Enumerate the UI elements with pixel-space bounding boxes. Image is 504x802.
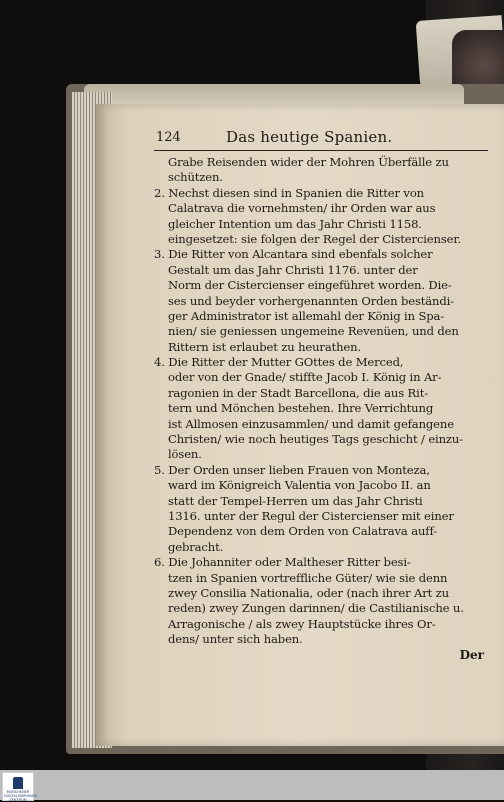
text-line: zwey Consilia Nationalia, oder (nach ihrer Art zu [168, 585, 449, 600]
text-line: tzen in Spanien vortreffliche Güter/ wie sie denn [168, 570, 448, 585]
text-line: ward im Königreich Valentia von Jacobo II. an [168, 478, 431, 493]
text-line: Dependenz von dem Orden von Calatrava auff- [168, 524, 437, 539]
text-line: ses und beyder vorhergenannten Orden beständi- [168, 293, 454, 308]
text-line: Grabe Reisenden wider der Mohren Überfälle zu [168, 155, 449, 169]
text-line: nien/ sie geniessen ungemeine Revenüen, und den [168, 324, 459, 339]
text-line: ragonien in der Stadt Barcellona, die aus Rit- [168, 385, 428, 400]
text-line: Christen/ wie noch heutiges Tags geschicht / einzu- [168, 432, 463, 447]
library-logo-text: MÜNCHENER DIGITALISIERUNGS ZENTRUM [4, 790, 37, 802]
text-line: schützen. [168, 170, 223, 185]
text-line: ist Allmosen einzusammlen/ und damit gefangene [168, 416, 454, 431]
text-line: 6. Die Johanniter oder Maltheser Ritter besi- [154, 555, 411, 570]
viewer-bottom-bar [0, 770, 504, 800]
text-line: reden) zwey Zungen darinnen/ die Castilianische u. [168, 601, 464, 616]
text-line: 1316. unter der Regul der Cistercienser mit einer [168, 508, 454, 523]
text-line: gleicher Intention um das Jahr Christi 1158. [168, 216, 422, 231]
book-page [96, 104, 504, 746]
page-number: 124 [156, 130, 181, 145]
text-line: oder von der Gnade/ stiffte Jacob I. König in Ar- [168, 370, 442, 385]
text-line: dens/ unter sich haben. [168, 632, 303, 647]
text-line: ger Administrator ist allemahl der König in Spa- [168, 308, 445, 323]
book-cover-top-edge [84, 84, 464, 106]
text-line: 3. Die Ritter von Alcantara sind ebenfals solcher [154, 247, 433, 262]
text-line: Arragonische / als zwey Hauptstücke ihres Or- [168, 616, 436, 631]
page-content [154, 128, 488, 728]
catchword: Der [459, 647, 484, 662]
text-line: Rittern ist erlaubet zu heurathen. [168, 339, 361, 354]
text-line: 4. Die Ritter der Mutter GOttes de Merced, [154, 355, 404, 370]
text-line: 5. Der Orden unser lieben Frauen von Monteza, [154, 462, 430, 477]
library-logo-mark [13, 777, 23, 789]
text-line: Gestalt um das Jahr Christi 1176. unter der [168, 262, 418, 277]
text-line: Norm der Cistercienser eingeführet worden. Die- [168, 278, 452, 293]
library-logo[interactable] [2, 772, 37, 802]
text-line: gebracht. [168, 539, 224, 554]
text-line: tern und Mönchen bestehen. Ihre Verrichtung [168, 401, 434, 416]
text-block [154, 155, 488, 648]
page-header [154, 128, 488, 151]
text-line: Calatrava die vornehmsten/ ihr Orden war aus [168, 201, 436, 216]
text-line: eingesetzet: sie folgen der Regel der Cistercienser. [168, 231, 461, 246]
text-line: statt der Tempel-Herren um das Jahr Christi [168, 493, 423, 508]
text-line: lösen. [168, 447, 202, 462]
text-line: 2. Nechst diesen sind in Spanien die Ritter von [154, 185, 424, 200]
running-head: Das heutige Spanien. [226, 128, 393, 146]
